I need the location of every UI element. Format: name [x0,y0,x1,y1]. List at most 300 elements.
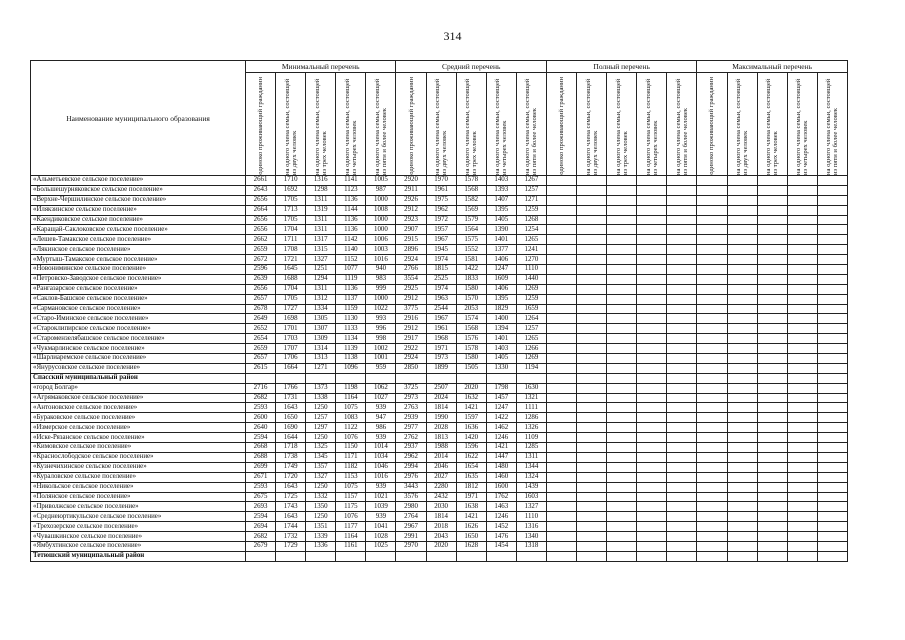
value-cell [787,512,817,522]
value-cell: 1014 [366,443,396,453]
value-cell: 1703 [276,334,306,344]
value-cell [697,284,727,294]
subcolumn-header [426,73,456,176]
value-cell: 1083 [336,413,366,423]
value-cell: 3775 [396,304,426,314]
value-cell: 1597 [456,413,486,423]
value-cell [727,255,757,265]
value-cell [546,324,576,334]
value-cell: 1401 [486,235,516,245]
value-cell [577,373,607,383]
value-cell [637,284,667,294]
municipality-name-cell: «Среднеюртикульское сельское поселение» [31,512,246,522]
value-cell [757,255,787,265]
value-cell: 1406 [486,255,516,265]
value-cell [727,205,757,215]
value-cell [727,413,757,423]
value-cell: 2664 [246,205,276,215]
value-cell [637,294,667,304]
value-cell [546,363,576,373]
value-cell [787,245,817,255]
value-cell: 1505 [456,363,486,373]
value-cell: 1603 [516,492,546,502]
value-cell: 1141 [336,176,366,186]
value-cell [757,195,787,205]
value-cell [727,304,757,314]
value-cell [757,413,787,423]
value-cell: 2672 [246,255,276,265]
value-cell [697,512,727,522]
municipality-name-cell: «Рангазарское сельское поселение» [31,284,246,294]
value-cell: 2976 [396,472,426,482]
value-cell [697,304,727,314]
value-cell [607,541,637,551]
value-cell [577,522,607,532]
value-cell [577,334,607,344]
value-cell [637,235,667,245]
value-cell [817,373,847,383]
value-cell [577,383,607,393]
value-cell: 2962 [396,452,426,462]
value-cell: 999 [366,284,396,294]
value-cell: 2682 [246,532,276,542]
value-cell: 2916 [396,314,426,324]
value-cell: 1077 [336,265,366,275]
value-cell [817,472,847,482]
value-cell: 2766 [396,265,426,275]
municipality-name-cell: «Верхне-Чершилинское сельское поселение» [31,195,246,205]
municipality-name-cell: «Трехозерское сельское поселение» [31,522,246,532]
subcolumn-header [456,73,486,176]
municipality-name-cell: «Каращай-Саклоковское сельское поселение» [31,225,246,235]
value-cell: 1463 [486,502,516,512]
value-cell [697,205,727,215]
value-cell [697,373,727,383]
value-cell: 2911 [396,185,426,195]
value-cell [667,413,697,423]
value-cell: 1638 [456,502,486,512]
table-row [31,522,848,532]
value-cell [637,423,667,433]
value-cell: 1967 [426,235,456,245]
value-cell [607,274,637,284]
value-cell [817,413,847,423]
value-cell: 2525 [426,274,456,284]
value-cell [817,176,847,186]
value-cell: 2280 [426,482,456,492]
value-cell: 1177 [336,522,366,532]
value-cell: 1175 [336,502,366,512]
value-cell [757,324,787,334]
subcolumn-header-label: на одного члена семьи, состоящей из трех человек [464,78,479,175]
value-cell [787,274,817,284]
value-cell [637,551,667,561]
value-cell [607,255,637,265]
value-cell [727,532,757,542]
value-cell [637,185,667,195]
value-cell: 1327 [516,502,546,512]
value-cell [637,215,667,225]
municipality-name-cell: «Новониминское сельское поселение» [31,265,246,275]
table-row [31,176,848,186]
value-cell: 1400 [486,314,516,324]
value-cell: 1405 [486,354,516,364]
value-cell: 2912 [396,324,426,334]
value-cell: 2678 [246,304,276,314]
value-cell: 1421 [486,443,516,453]
value-cell: 1690 [276,423,306,433]
value-cell: 1454 [486,541,516,551]
value-cell [546,176,576,186]
region-name-cell: Тетюшский муниципальный район [31,551,246,561]
value-cell [727,274,757,284]
value-cell [577,502,607,512]
value-cell [577,176,607,186]
value-cell [607,452,637,462]
value-cell [607,413,637,423]
value-cell [546,502,576,512]
value-cell: 1962 [426,205,456,215]
value-cell [787,215,817,225]
value-cell: 1974 [426,255,456,265]
value-cell [667,532,697,542]
value-cell [727,314,757,324]
value-cell [607,195,637,205]
value-cell: 1136 [336,225,366,235]
value-cell: 2924 [396,255,426,265]
value-cell: 1334 [306,304,336,314]
value-cell: 1194 [516,363,546,373]
value-cell [817,403,847,413]
value-cell: 1643 [276,482,306,492]
value-cell [727,482,757,492]
value-cell: 1286 [516,413,546,423]
value-cell: 1373 [306,383,336,393]
value-cell: 1829 [486,304,516,314]
value-cell: 1285 [516,443,546,453]
value-cell: 2925 [396,284,426,294]
value-cell [757,215,787,225]
value-cell [546,482,576,492]
value-cell [336,551,366,561]
municipality-name-cell: «Муртыш-Тамакское сельское поселение» [31,255,246,265]
value-cell: 959 [366,363,396,373]
value-cell [697,185,727,195]
value-cell [727,176,757,186]
value-cell [546,472,576,482]
value-cell: 1311 [306,225,336,235]
value-cell [306,373,336,383]
value-cell [577,304,607,314]
value-cell [757,393,787,403]
value-cell: 2544 [426,304,456,314]
subcolumn-header [336,73,366,176]
table-body [31,176,848,562]
value-cell [637,373,667,383]
value-cell [667,274,697,284]
value-cell: 2657 [246,294,276,304]
value-cell: 996 [366,324,396,334]
value-cell: 2615 [246,363,276,373]
value-cell: 1164 [336,393,366,403]
value-cell: 1316 [516,522,546,532]
table-row [31,433,848,443]
value-cell: 1970 [426,176,456,186]
value-cell [757,423,787,433]
value-cell [697,334,727,344]
table-row [31,215,848,225]
value-cell: 2018 [426,522,456,532]
value-cell [727,383,757,393]
value-cell [697,363,727,373]
value-cell [546,334,576,344]
value-cell [757,274,787,284]
value-cell [667,482,697,492]
value-cell: 1140 [336,245,366,255]
value-cell [787,284,817,294]
value-cell [757,354,787,364]
value-cell: 1403 [486,344,516,354]
value-cell: 1000 [366,225,396,235]
value-cell: 1254 [516,225,546,235]
value-cell: 2649 [246,314,276,324]
value-cell [637,462,667,472]
value-cell: 2593 [246,403,276,413]
value-cell: 1568 [456,324,486,334]
value-cell: 2762 [396,433,426,443]
value-cell [787,482,817,492]
value-cell [637,334,667,344]
municipality-name-cell: «Полянское сельское поселение» [31,492,246,502]
value-cell: 1628 [456,541,486,551]
value-cell: 1246 [486,512,516,522]
value-cell: 2967 [396,522,426,532]
value-cell: 1259 [516,294,546,304]
value-cell [667,512,697,522]
value-cell: 1182 [336,462,366,472]
value-cell [757,314,787,324]
value-cell: 1406 [486,284,516,294]
value-cell: 1813 [426,433,456,443]
municipality-name-cell: «Кимовское сельское поселение» [31,443,246,453]
value-cell [787,462,817,472]
value-cell: 1241 [516,245,546,255]
value-cell [667,334,697,344]
municipality-name-cell: «Никольское сельское поселение» [31,482,246,492]
value-cell [637,245,667,255]
value-cell [637,403,667,413]
subcolumn-header-label: одиноко проживающий гражданин [708,77,716,175]
value-cell: 1749 [276,462,306,472]
value-cell [667,472,697,482]
value-cell: 1407 [486,195,516,205]
value-cell [607,324,637,334]
value-cell: 1076 [336,433,366,443]
value-cell [637,413,667,423]
municipality-name-cell: «Каендиковское сельское поселение» [31,215,246,225]
value-cell: 1025 [366,541,396,551]
value-cell [607,482,637,492]
value-cell [607,265,637,275]
value-cell: 1731 [276,393,306,403]
table-row [31,344,848,354]
group-header: Средний перечень [396,61,546,73]
value-cell: 2593 [246,482,276,492]
value-cell: 2656 [246,284,276,294]
value-cell [577,245,607,255]
value-cell [577,541,607,551]
value-cell [727,423,757,433]
value-cell: 2659 [246,344,276,354]
value-cell: 987 [366,185,396,195]
value-cell [577,324,607,334]
subcolumn-header [817,73,847,176]
value-cell [727,403,757,413]
table-row [31,452,848,462]
value-cell [787,354,817,364]
table-row [31,225,848,235]
value-cell: 1267 [516,176,546,186]
value-cell: 1581 [456,255,486,265]
value-cell: 2024 [426,393,456,403]
value-cell [787,225,817,235]
value-cell [697,452,727,462]
value-cell [817,195,847,205]
table-row [31,324,848,334]
value-cell: 939 [366,433,396,443]
value-cell [787,205,817,215]
value-cell: 2020 [426,541,456,551]
value-cell: 1476 [486,532,516,542]
value-cell [787,195,817,205]
municipality-name-cell: «Старомензелябашское сельское поселение» [31,334,246,344]
value-cell: 2973 [396,393,426,403]
value-cell [787,176,817,186]
value-cell [667,185,697,195]
value-cell: 2656 [246,215,276,225]
value-cell: 1704 [276,284,306,294]
value-cell: 1395 [486,294,516,304]
value-cell: 1422 [486,413,516,423]
value-cell [787,255,817,265]
value-cell: 1961 [426,324,456,334]
value-cell: 1630 [516,383,546,393]
group-header: Минимальный перечень [246,61,396,73]
value-cell [577,265,607,275]
value-cell: 1351 [306,522,336,532]
municipality-name-cell: «Измерское сельское поселение» [31,423,246,433]
value-cell: 1574 [456,314,486,324]
municipality-name-cell: «Большешурняковское сельское поселение» [31,185,246,195]
value-cell [817,522,847,532]
value-cell [667,304,697,314]
municipality-name-cell: «Краснослободское сельское поселение» [31,452,246,462]
value-cell [546,541,576,551]
value-cell [697,393,727,403]
value-cell: 1259 [516,205,546,215]
value-cell: 1257 [306,413,336,423]
value-cell: 2659 [246,245,276,255]
value-cell: 1307 [306,324,336,334]
value-cell: 1439 [516,482,546,492]
table-row [31,304,848,314]
municipality-name-cell: «Кураловское сельское поселение» [31,472,246,482]
value-cell: 1257 [516,324,546,334]
value-cell [757,443,787,453]
municipality-name-cell: «Илякзинское сельское поселение» [31,205,246,215]
value-cell: 1967 [426,314,456,324]
value-cell: 1576 [456,334,486,344]
value-cell: 1336 [306,541,336,551]
value-cell [757,294,787,304]
value-cell [667,195,697,205]
value-cell [787,363,817,373]
value-cell [787,314,817,324]
value-cell [787,304,817,314]
value-cell [757,334,787,344]
value-cell [697,462,727,472]
subcolumn-header-label: на одного члена семьи, состоящей из пяти и более человек [825,78,840,175]
table-row [31,383,848,393]
value-cell: 1701 [276,324,306,334]
value-cell: 1000 [366,215,396,225]
value-cell [727,551,757,561]
value-cell: 1016 [366,255,396,265]
group-header: Максимальный перечень [697,61,847,73]
value-cell [787,235,817,245]
table-row [31,413,848,423]
value-cell [637,522,667,532]
value-cell [667,492,697,502]
value-cell: 2662 [246,235,276,245]
value-cell: 1457 [486,393,516,403]
subsistence-table [30,60,848,562]
value-cell [817,314,847,324]
value-cell: 1305 [306,314,336,324]
value-cell: 1596 [456,443,486,453]
value-cell: 2432 [426,492,456,502]
value-cell: 1313 [306,354,336,364]
value-cell [697,413,727,423]
value-cell [697,403,727,413]
value-cell [727,195,757,205]
value-cell: 1311 [306,215,336,225]
value-cell [637,452,667,462]
value-cell: 1317 [306,235,336,245]
subcolumn-header [276,73,306,176]
value-cell [637,344,667,354]
value-cell: 1344 [516,462,546,472]
value-cell [637,363,667,373]
value-cell: 1075 [336,403,366,413]
value-cell [546,452,576,462]
value-cell [757,185,787,195]
value-cell [546,284,576,294]
value-cell [637,541,667,551]
value-cell [727,393,757,403]
value-cell [607,215,637,225]
value-cell [817,284,847,294]
value-cell: 1720 [276,472,306,482]
value-cell [817,492,847,502]
value-cell [577,363,607,373]
value-cell: 1974 [426,284,456,294]
value-cell: 2937 [396,443,426,453]
value-cell [516,551,546,561]
subcolumn-header [396,73,426,176]
value-cell [667,284,697,294]
subcolumn-header-label: одиноко проживающий гражданин [407,77,415,175]
